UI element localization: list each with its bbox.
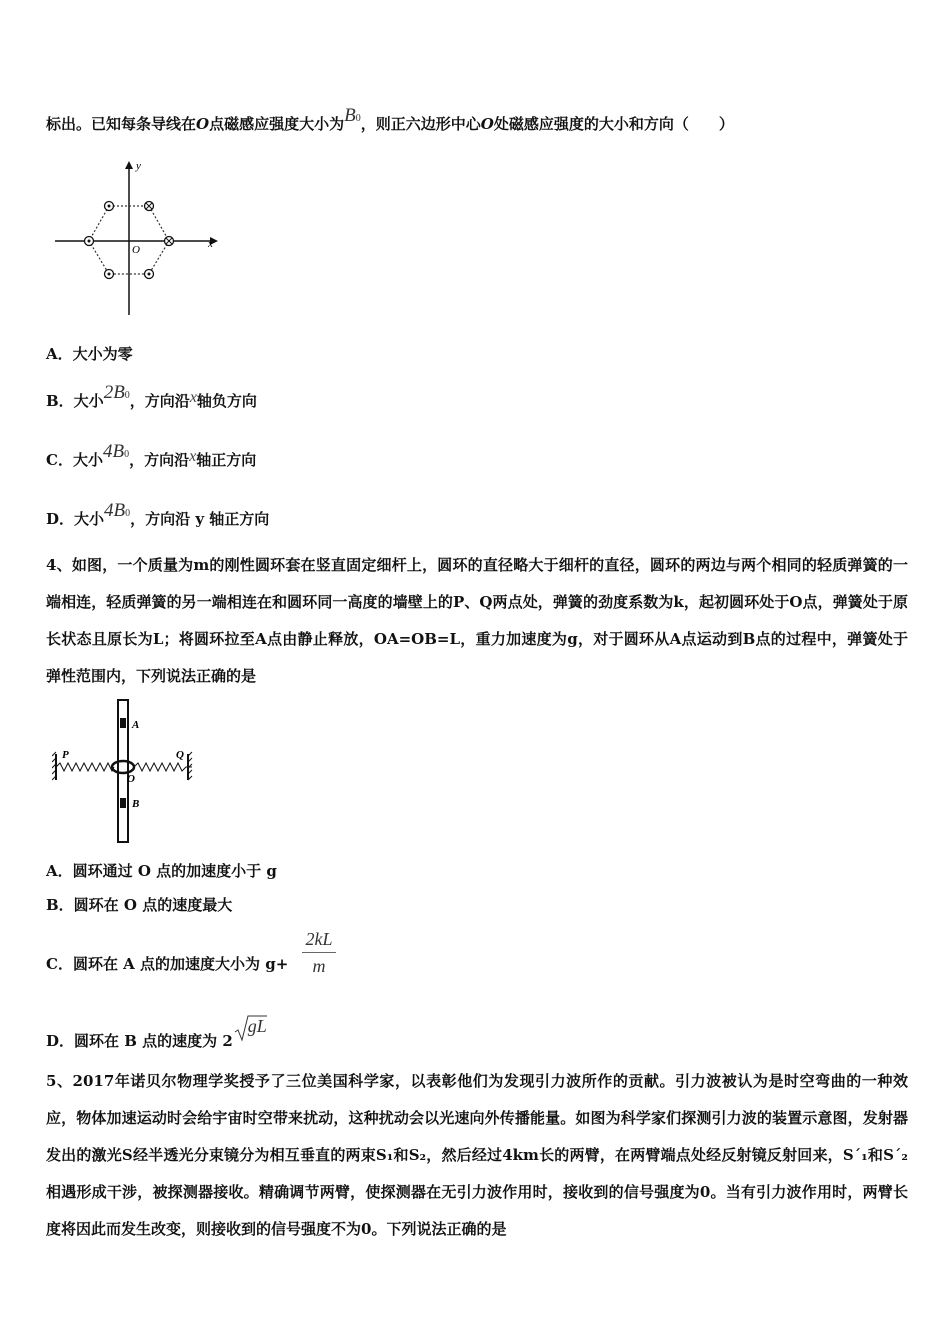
q4-stem: 4、如图，一个质量为m的刚性圆环套在竖直固定细杆上，圆环的直径略大于细杆的直径，圆环的两边与两个相同的轻质弹簧的一端相连，轻质弹簧的另一端相连在和圆环同一高度的墙壁上的P、Q两点处，弹簧的劲度系数为k，起初圆环处于O点，弹簧处于原长状态且原长为L；将圆环拉至A点由静止释放，OA=OB=L，重力加速度为g，对于圆环从A点运动到B点的过程中，弹簧处于弹性范围内，下列说法正确的是 <box>46 556 908 685</box>
q3-stem-part: 点磁感应强度大小为 <box>209 115 345 133</box>
sqrt-gl: gL <box>233 1026 267 1046</box>
q3-option-a: A．大小为零 <box>46 345 133 363</box>
axis-x-symbol: x <box>189 389 197 406</box>
x-axis-label: x <box>208 238 213 250</box>
axis-x-symbol: x <box>189 448 197 465</box>
wire-dot-bottom-left <box>105 270 114 279</box>
q3-stem-part: 处磁感应强度的大小和方向（ ） <box>493 115 734 133</box>
y-axis-label: y <box>136 160 141 172</box>
label-b: B <box>132 798 140 810</box>
label-a: A <box>132 719 140 731</box>
option-b-magnitude: 2B0 <box>103 382 130 403</box>
hexagon-wire-figure <box>50 155 225 320</box>
left-spring <box>56 763 114 771</box>
q4-option-c: C．圆环在 A 点的加速度大小为 g+ <box>46 955 289 973</box>
b0-symbol: B0 <box>344 105 361 126</box>
q3-stem-o: O <box>196 115 210 133</box>
label-o: O <box>127 773 135 785</box>
q4-option-a: A．圆环通过 O 点的加速度小于 g <box>46 862 277 880</box>
q3-stem <box>46 105 734 137</box>
ring-spring-figure <box>52 698 202 846</box>
wire-cross-right <box>165 237 174 246</box>
wire-dot-left <box>85 237 94 246</box>
point-a-mark <box>120 718 126 728</box>
q5-stem: 5、2017年诺贝尔物理学奖授予了三位美国科学家，以表彰他们为发现引力波所作的贡献。引力波被认为是时空弯曲的一种效应，物体加速运动时会给宇宙时空带来扰动，这种扰动会以光速向外传播能量。如图为科学家们探测引力波的装置示意图，发射器发出的激光S经半透光分束镜分为相互垂直的两束S₁和S₂，然后经过4km长的两臂，在两臂端点处经反射镜反射回来，S´₁和S´₂相遇形成干涉，被探测器接收。精确调节两臂，使探测器在无引力波作用时，接收到的信号强度为0。当有引力波作用时，两臂长度将因此而发生改变，则接收到的信号强度不为0。下列说法正确的是 <box>46 1072 908 1238</box>
wire-dot-top-left <box>105 202 114 211</box>
fraction-2kl-over-m: 2kL m <box>302 928 336 977</box>
label-p: P <box>62 749 69 761</box>
q3-option-d: D．大小4B0，方向沿 y 轴正方向 <box>46 500 270 528</box>
point-b-mark <box>120 798 126 808</box>
q3-option-c: C．大小4B0，方向沿x轴正方向 <box>46 441 257 469</box>
q4-option-b: B．圆环在 O 点的速度最大 <box>46 896 233 914</box>
option-c-magnitude: 4B0 <box>102 441 130 462</box>
q3-option-b: B．大小2B0，方向沿x轴负方向 <box>46 382 257 410</box>
q3-stem-part: 标出。已知每条导线在 <box>46 115 197 133</box>
origin-label: O <box>132 244 140 256</box>
q3-stem-o: O <box>480 115 494 133</box>
right-spring <box>134 763 192 771</box>
option-d-magnitude: 4B0 <box>104 500 131 521</box>
wire-dot-bottom-right <box>145 270 154 279</box>
q3-stem-part: ，则正六边形中心 <box>360 115 481 133</box>
y-axis-arrow <box>125 161 133 169</box>
wire-cross-top-right <box>145 202 154 211</box>
label-q: Q <box>176 749 184 761</box>
q4-option-d: D．圆环在 B 点的速度为 2 gL <box>46 1016 267 1050</box>
